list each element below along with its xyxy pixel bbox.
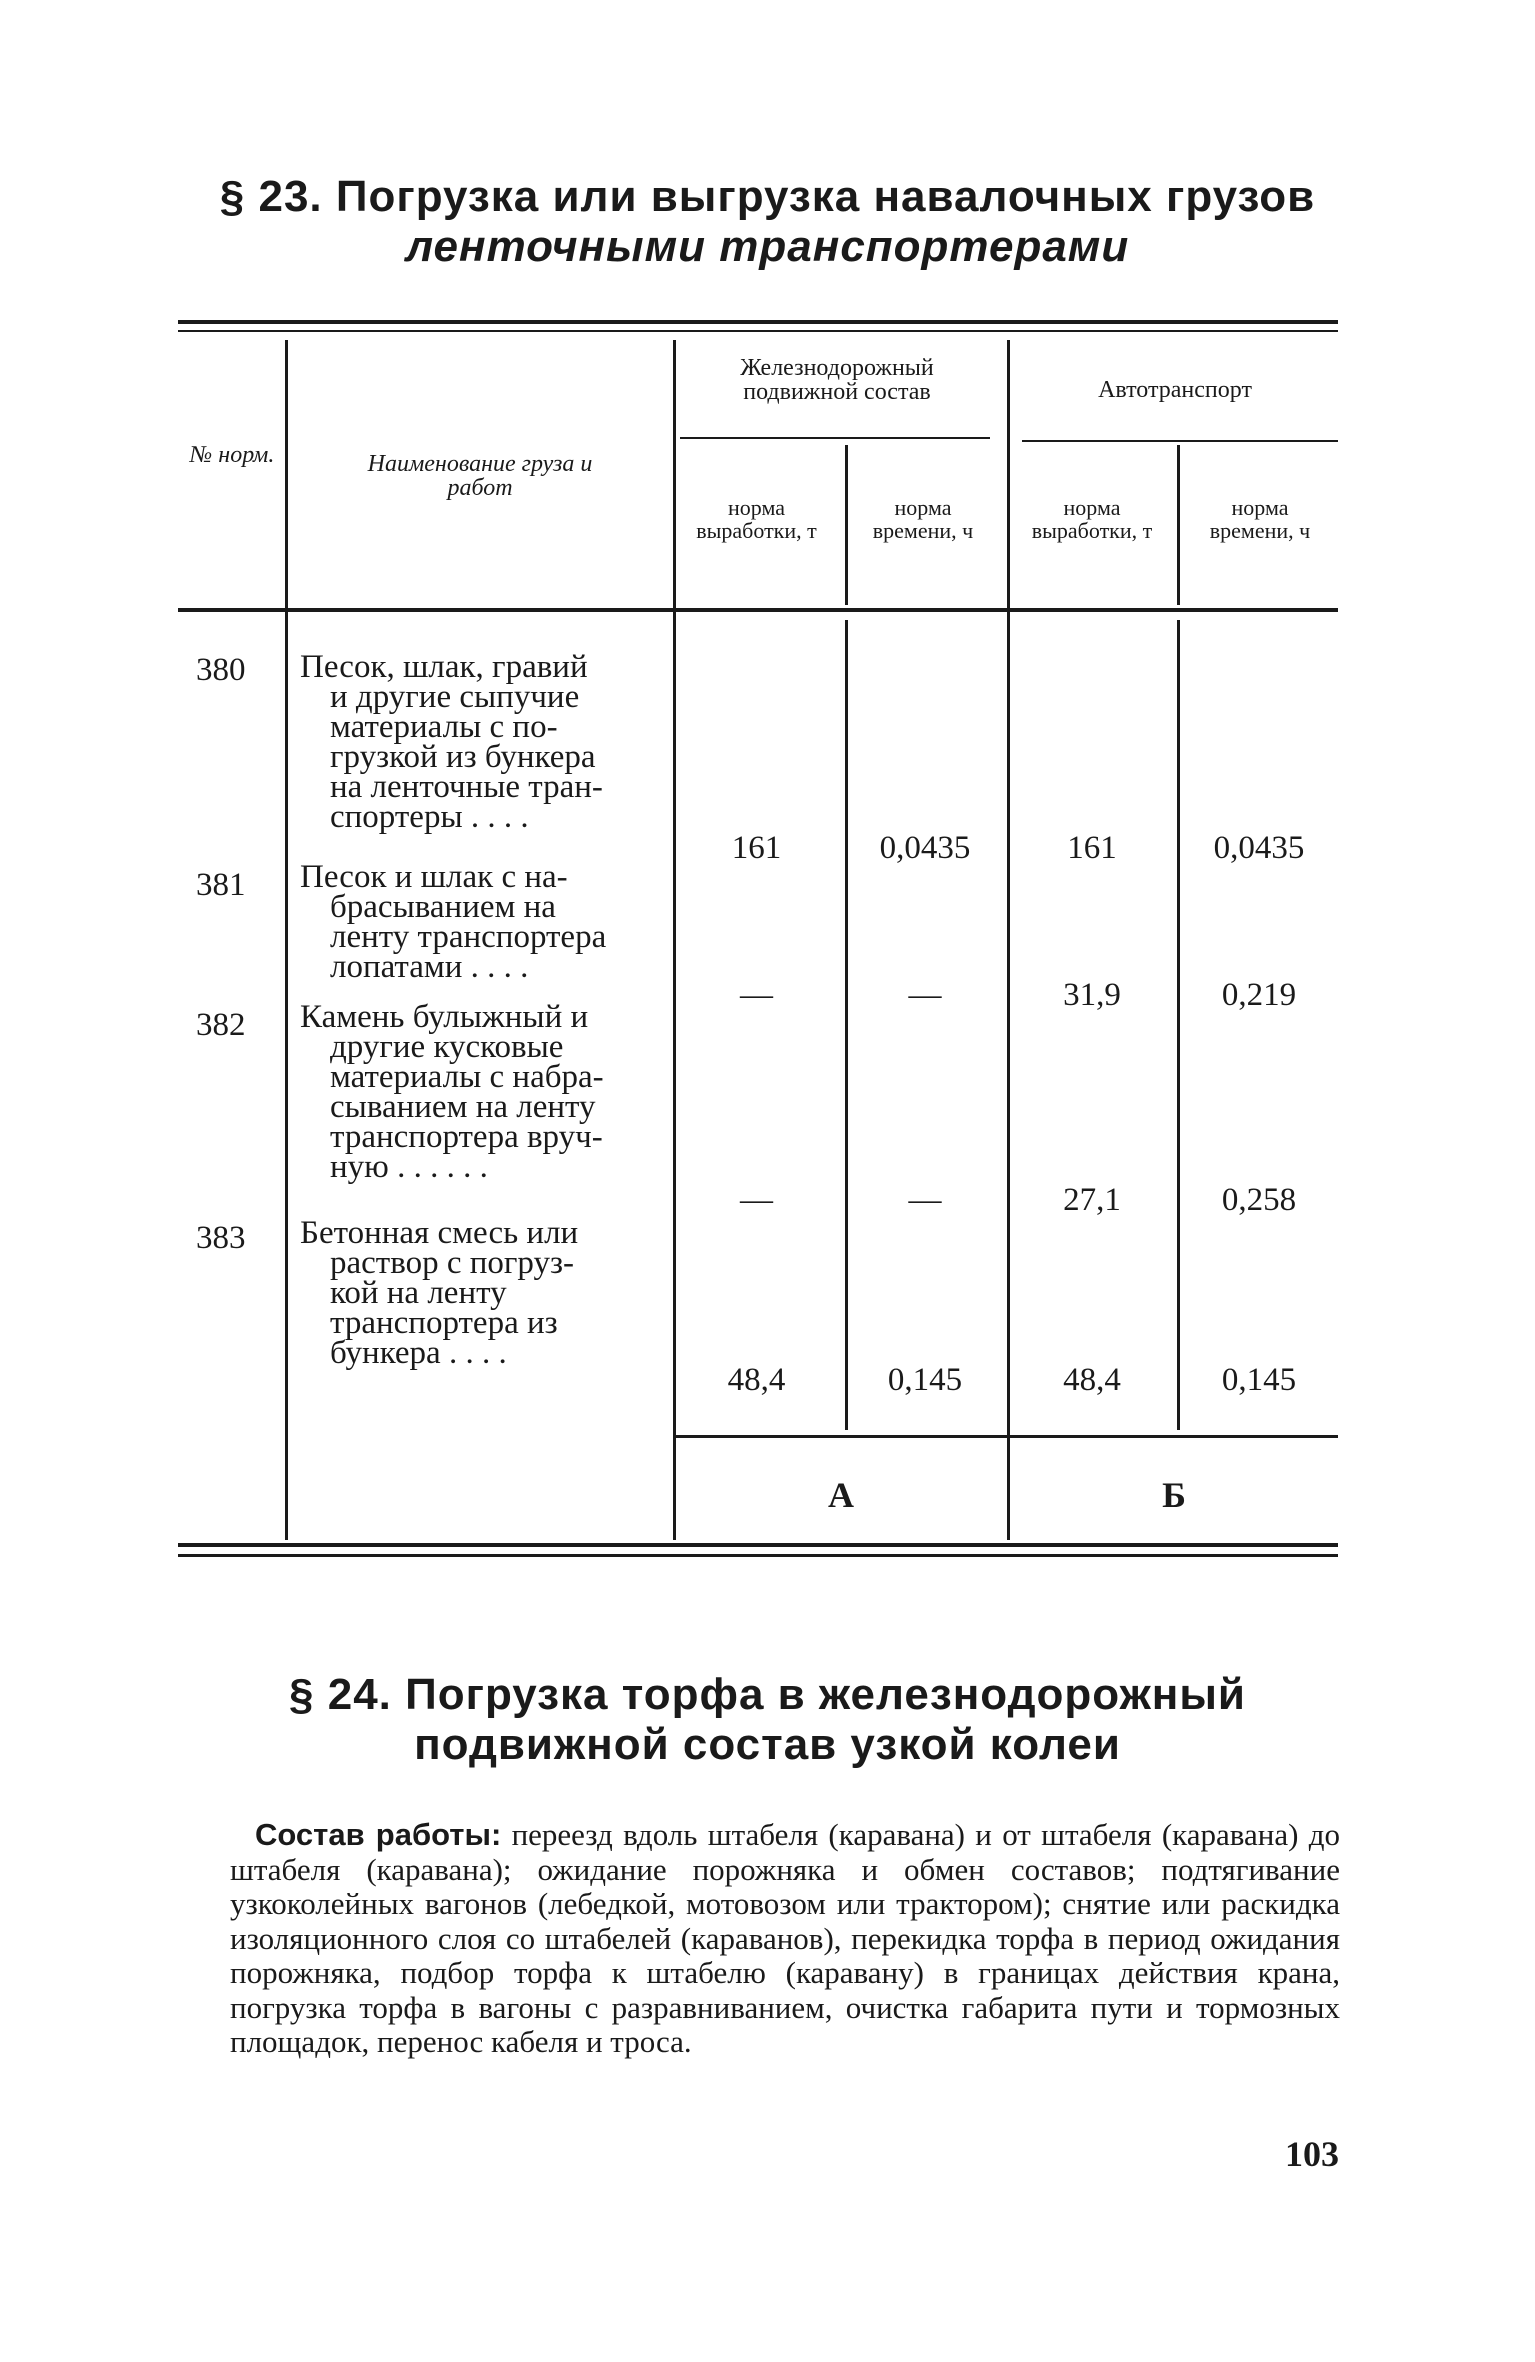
work-composition-text: переезд вдоль штабеля (каравана) и от штабеля (каравана) до штабеля (каравана); ожидание порожняка и обмен составов; подтягивание узкоколейных вагонов (лебедкой, мотовозом или трактором); снятие или раскидка изоляционного слоя со штабелей (караванов), перекидка торфа в период ожидания порожняка, подбор торфа к штабелю (каравану) в границах действия крана, погрузка торфа в вагоны с разравниванием, очистка габарита пути и тормозных площадок, перенос кабеля и троса. [230,1817,1340,2059]
header-bottom-rule [178,608,1338,612]
col-divider-1 [285,340,288,1540]
table-top-rule-thin [178,330,1338,332]
col-num-header: № норм. [189,442,275,468]
auto-group-underline [1022,440,1338,442]
auto-group-header: Автотранспорт [1098,377,1252,403]
auto-output-header: норма выработки, т [1031,495,1153,543]
table-bottom-rule-thin [178,1554,1338,1557]
auto-output-value: 48,4 [1063,1362,1121,1398]
auto-output-value: 161 [1067,830,1117,866]
table-bottom-rule [178,1543,1338,1547]
norm-number: 383 [196,1220,246,1256]
row-description: Песок и шлак с на- брасыванием на ленту транспортера лопатами . . . . [300,859,607,985]
rail-time-header: норма времени, ч [872,495,974,543]
rail-output-value: — [740,977,773,1013]
rail-time-value: 0,0435 [879,830,971,866]
row-description: Камень булыжный и другие кусковые материалы с набра- сыванием на ленту транспортера вруч- ную . . . . . . [300,999,604,1185]
col-divider-rail [845,445,848,605]
table-top-rule [178,320,1338,324]
norm-number: 382 [196,1007,246,1043]
section-24-title-line2: подвижной состав узкой колеи [414,1720,1121,1769]
rail-group-header: Железнодорожный подвижной состав [740,355,934,405]
rail-output-value: 161 [731,830,782,866]
footer-label-a: А [828,1475,854,1515]
section-24-title [0,1670,1535,1770]
rail-output-value: — [740,1182,773,1218]
section-23-title [0,172,1535,272]
auto-time-header: норма времени, ч [1209,495,1311,543]
rail-time-value: — [908,977,942,1013]
body-divider-auto [1177,620,1180,1430]
norm-number: 381 [196,867,246,903]
auto-time-value: 0,219 [1221,977,1297,1013]
auto-output-value: 31,9 [1063,977,1121,1013]
section-23-title-line2: ленточными транспортерами [405,222,1130,271]
rail-time-value: 0,145 [887,1362,963,1398]
row-description: Песок, шлак, гравий и другие сыпучие материалы с по- грузкой из бункера на ленточные тран- спортеры . . . . [300,649,603,835]
col-name-header: Наименование груза и работ [367,451,593,501]
auto-time-value: 0,258 [1221,1182,1297,1218]
values-end-rule [676,1435,1338,1438]
work-composition-lead: Состав работы: [255,1817,502,1852]
body-divider-rail [845,620,848,1430]
rail-time-value: — [908,1182,942,1218]
col-divider-2 [673,340,676,1540]
rail-output-value: 48,4 [727,1362,786,1398]
auto-time-value: 0,145 [1221,1362,1297,1398]
norm-number: 380 [196,652,246,688]
col-divider-3 [1007,340,1010,1540]
page-number: 103 [1285,2134,1339,2174]
section-24-title-line1: § 24. Погрузка торфа в железнодорожный [289,1670,1246,1719]
section-23-title-line1: § 23. Погрузка или выгрузка навалочных грузов [219,172,1316,221]
rail-output-header: норма выработки, т [696,495,817,543]
auto-time-value: 0,0435 [1213,830,1305,866]
auto-output-value: 27,1 [1063,1182,1121,1218]
col-divider-auto [1177,445,1180,605]
footer-label-b: Б [1162,1475,1186,1515]
rail-group-underline [680,437,990,439]
row-description: Бетонная смесь или раствор с погруз- кой на ленту транспортера из бункера . . . . [300,1215,579,1371]
work-composition-paragraph [230,1818,1340,2060]
